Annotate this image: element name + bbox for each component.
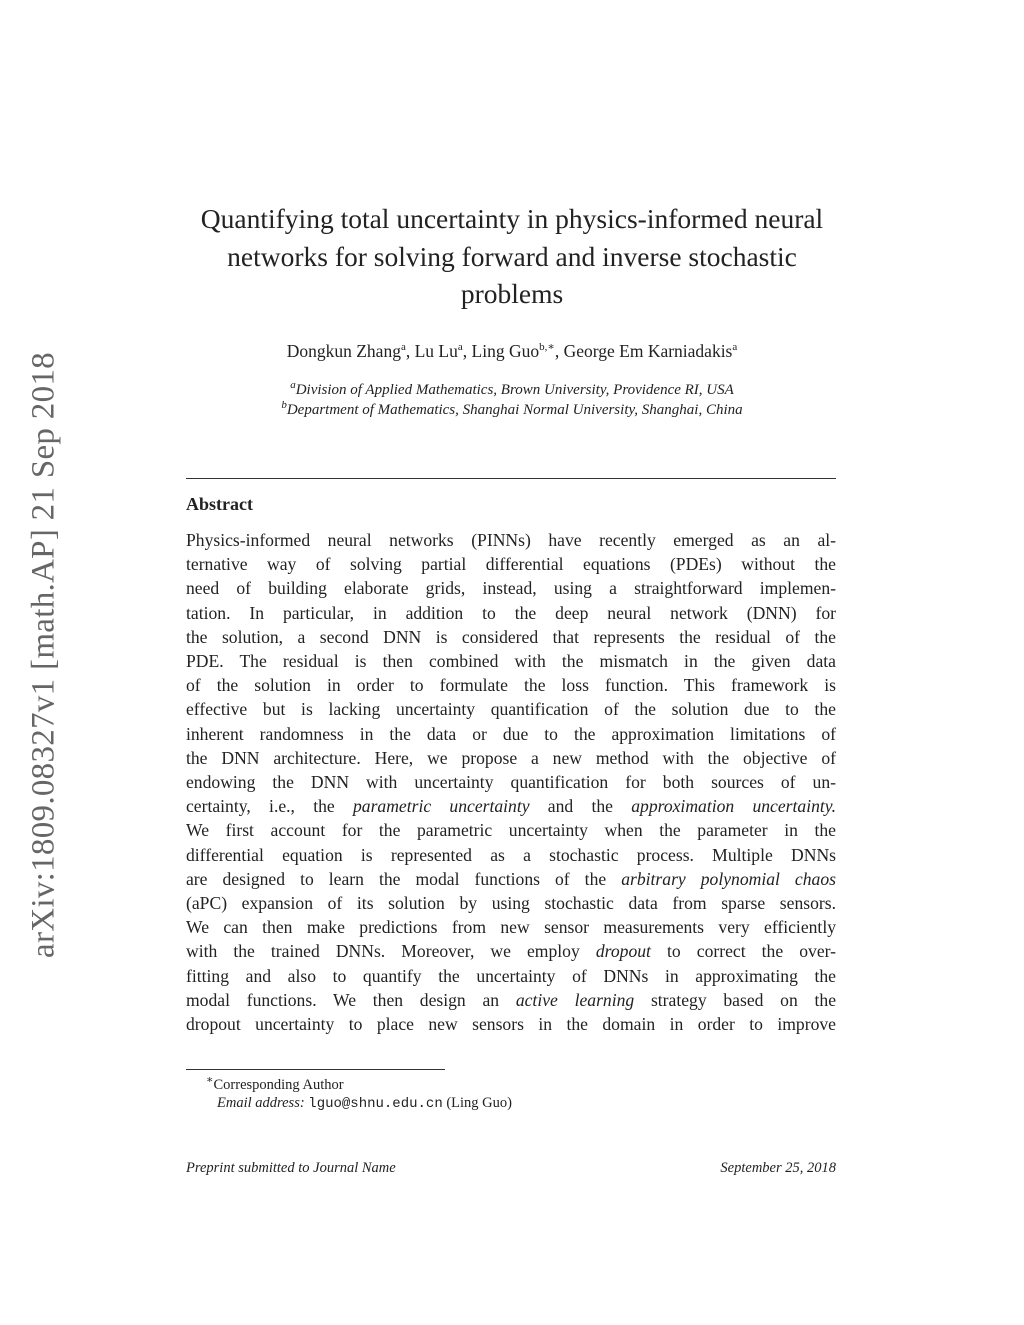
email-address[interactable]: lguo@shnu.edu.cn xyxy=(308,1096,443,1112)
abstract-line xyxy=(186,843,836,867)
affiliation xyxy=(150,399,874,419)
abstract-text: are designed to learn the modal functions of the xyxy=(186,868,622,889)
abstract-text: and the xyxy=(529,796,632,817)
abstract-emphasis: parametric uncertainty xyxy=(352,796,530,817)
title-line: problems xyxy=(460,278,564,309)
abstract-line xyxy=(186,867,836,891)
abstract-line xyxy=(186,939,836,963)
affiliation-text: Department of Mathematics, Shanghai Normal University, Shanghai, China xyxy=(286,402,743,418)
abstract-text: PDE. The residual is then combined with the mismatch in the given data xyxy=(186,651,836,672)
author xyxy=(564,341,738,361)
abstract-text: ternative way of solving partial differential equations (PDEs) without the xyxy=(186,554,836,575)
abstract-emphasis: dropout xyxy=(595,941,651,962)
abstract-text: modal functions. We then design an xyxy=(186,989,516,1010)
abstract-line xyxy=(186,552,836,576)
abstract-line xyxy=(186,649,836,673)
author xyxy=(415,341,463,361)
author-mark: a xyxy=(732,341,738,353)
abstract-text: endowing the DNN with uncertainty quantification for both sources of un- xyxy=(186,772,836,793)
abstract-line xyxy=(186,794,836,818)
abstract-line xyxy=(186,915,836,939)
abstract-line xyxy=(186,818,836,842)
abstract-line xyxy=(186,964,836,988)
arxiv-stamp: arXiv:1809.08327v1 [math.AP] 21 Sep 2018 xyxy=(25,352,62,958)
abstract-line xyxy=(186,1012,836,1036)
abstract-text: fitting and also to quantify the uncertainty of DNNs in approximating the xyxy=(186,965,836,986)
abstract-line xyxy=(186,528,836,552)
abstract-text: the DNN architecture. Here, we propose a new method with the objective of xyxy=(186,747,836,768)
abstract-line xyxy=(186,576,836,600)
footnote-text: Corresponding Author xyxy=(213,1076,344,1093)
abstract-text: of the solution in order to formulate the loss function. This framework is xyxy=(186,675,836,696)
abstract-text: the solution, a second DNN is considered that represents the residual of the xyxy=(186,626,836,647)
email-label: Email address: xyxy=(217,1095,305,1111)
divider xyxy=(186,478,836,479)
abstract-text: effective but is lacking uncertainty quantification of the solution due to the xyxy=(186,699,836,720)
author-name: Ling Guo xyxy=(471,340,540,361)
author xyxy=(287,341,406,361)
abstract-text: We can then make predictions from new sensor measurements very efficiently xyxy=(186,917,836,938)
affiliation xyxy=(150,379,874,399)
abstract-text: tation. In particular, in addition to the deep neural network (DNN) for xyxy=(186,602,836,623)
abstract-line xyxy=(186,673,836,697)
abstract-text: inherent randomness in the data or due to the approximation limitations of xyxy=(186,723,836,744)
author-mark: a xyxy=(457,341,463,353)
footer-preprint: Preprint submitted to Journal Name xyxy=(186,1160,396,1176)
title-line: networks for solving forward and inverse stochastic xyxy=(227,240,797,272)
abstract-line xyxy=(186,746,836,770)
abstract-text: differential equation is represented as a stochastic process. Multiple DNNs xyxy=(186,844,836,865)
footer-date: September 25, 2018 xyxy=(720,1160,836,1176)
author xyxy=(472,341,555,361)
affiliation-mark: a xyxy=(290,379,296,391)
abstract-text: to correct the over- xyxy=(650,941,837,962)
abstract-line xyxy=(186,722,836,746)
abstract-text: Physics-informed neural networks (PINNs) have recently emerged as an al- xyxy=(186,530,836,550)
abstract-line xyxy=(186,770,836,794)
abstract-line xyxy=(186,625,836,649)
abstract-emphasis: approximation uncertainty. xyxy=(631,796,836,817)
title-line: Quantifying total uncertainty in physics-informed neural xyxy=(200,203,824,234)
author-list: Dongkun Zhang$^a$, Lu Lu$^a$, Ling Guo$^{b,∗}$, George Em Karniadakis$^a$ xyxy=(286,340,738,361)
abstract-text: certainty, i.e., the xyxy=(186,796,353,817)
footnote-corresponding xyxy=(206,1073,344,1094)
abstract-line xyxy=(186,988,836,1012)
author-name: George Em Karniadakis xyxy=(563,340,733,361)
footnote-email xyxy=(217,1095,512,1112)
abstract-emphasis: active learning xyxy=(515,989,635,1010)
abstract-text: with the trained DNNs. Moreover, we employ xyxy=(186,941,596,962)
footnote-divider xyxy=(186,1069,445,1070)
author-name: Lu Lu xyxy=(414,340,458,361)
affiliation-text: Division of Applied Mathematics, Brown University, Providence RI, USA xyxy=(295,382,734,398)
abstract-text: We first account for the parametric uncertainty when the parameter in the xyxy=(186,820,836,841)
abstract-line xyxy=(186,601,836,625)
author-mark: b,∗ xyxy=(539,341,555,353)
abstract-text: (aPC) expansion of its solution by using stochastic data from sparse sensors. xyxy=(186,893,836,914)
paper-title xyxy=(150,200,874,313)
abstract-text: dropout uncertainty to place new sensors in the domain in order to improve xyxy=(186,1014,836,1035)
abstract-text: need of building elaborate grids, instead, using a straightforward implemen- xyxy=(186,578,836,599)
author-name: Dongkun Zhang xyxy=(286,340,401,361)
email-owner: (Ling Guo) xyxy=(446,1095,512,1111)
author-mark: a xyxy=(400,341,406,353)
abstract-body xyxy=(186,528,836,1036)
abstract-emphasis: arbitrary polynomial chaos xyxy=(621,868,836,889)
footnote-mark: ∗ xyxy=(206,1074,214,1086)
abstract-heading: Abstract xyxy=(186,494,253,514)
affiliation-mark: b xyxy=(281,399,287,411)
abstract-line xyxy=(186,697,836,721)
abstract-text: strategy based on the xyxy=(634,989,837,1010)
abstract-line xyxy=(186,891,836,915)
